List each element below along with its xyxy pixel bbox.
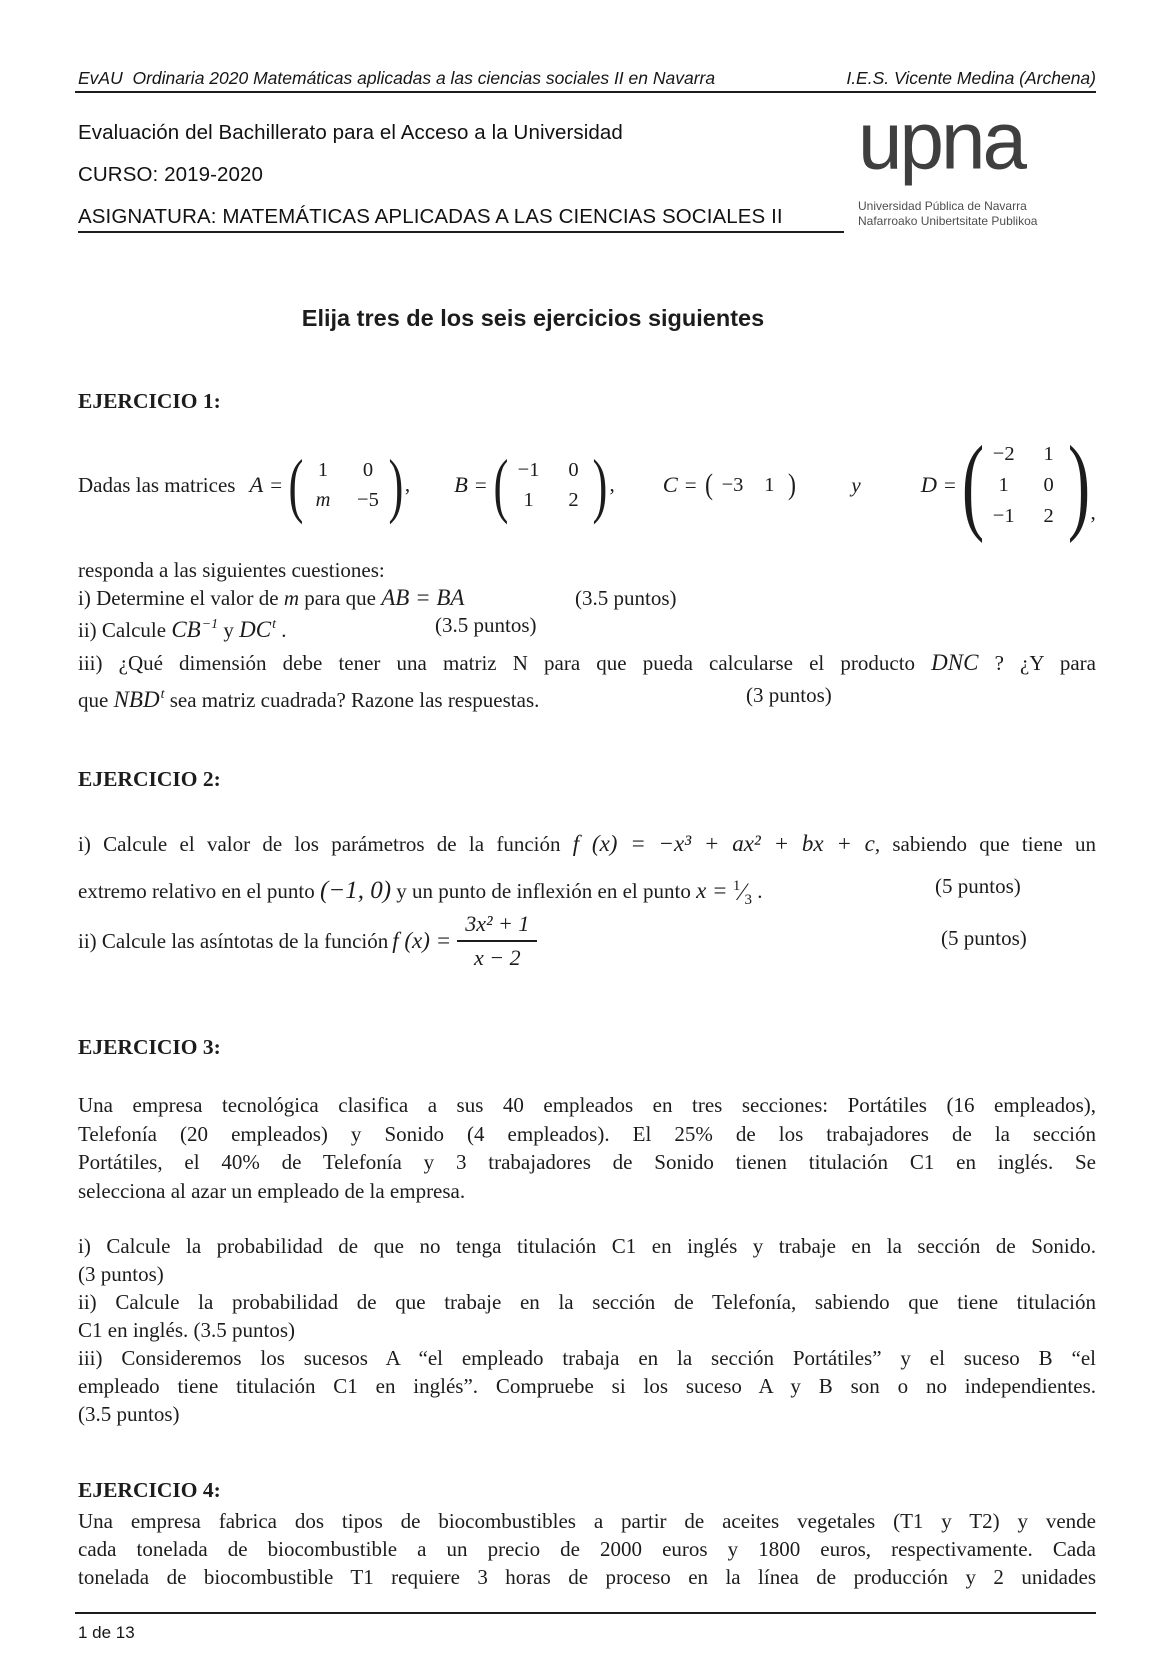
paren-right: ) bbox=[593, 445, 608, 525]
exercise-3-paragraph-line: selecciona al azar un empleado de la empresa. bbox=[78, 1179, 466, 1203]
matrix-cell: −2 bbox=[992, 442, 1015, 465]
math-point: (−1, 0) bbox=[320, 877, 392, 904]
points-label: (5 puntos) bbox=[941, 926, 1027, 950]
matrix-cell: 1 bbox=[523, 489, 534, 511]
points-label: (3.5 puntos) bbox=[575, 586, 677, 610]
q-text: que bbox=[78, 688, 114, 712]
matrices-intro: Dadas las matrices bbox=[78, 472, 236, 497]
math-expression: x = bbox=[696, 878, 728, 903]
matrix-cell: 1 bbox=[317, 459, 329, 481]
matrix-a-cells bbox=[303, 455, 389, 515]
matrix-cell: m bbox=[315, 489, 331, 511]
exercise-3-question-1-line-1: i) Calcule la probabilidad de que no tenga titulación C1 en inglés y trabaje en la sección de Sonido. bbox=[78, 1234, 1096, 1258]
q-text: sea matriz cuadrada? Razone las respuestas. bbox=[164, 688, 540, 712]
matrix-a bbox=[249, 445, 411, 525]
q-text: . bbox=[276, 618, 287, 642]
exercise-1-heading: EJERCICIO 1: bbox=[78, 389, 221, 413]
matrix-cell: −1 bbox=[517, 459, 540, 481]
subject-line: ASIGNATURA: MATEMÁTICAS APLICADAS A LAS CIENCIAS SOCIALES II bbox=[78, 205, 783, 228]
subject-underline bbox=[78, 231, 844, 233]
exercise-3-paragraph-line: Una empresa tecnológica clasifica a sus 40 empleados en tres secciones: Portátiles (16 empleados), bbox=[78, 1093, 1096, 1117]
math-expression: DNC bbox=[931, 650, 979, 675]
exercise-4-paragraph-line: tonelada de biocombustible T1 requiere 3 horas de proceso en la línea de producción y 2 unidades bbox=[78, 1565, 1096, 1589]
matrix-a-comma: , bbox=[404, 472, 411, 496]
q-text: ii) Calcule las asíntotas de la función bbox=[78, 928, 389, 953]
matrix-d-cells bbox=[983, 439, 1069, 532]
exercise-1-question-3-line-2 bbox=[78, 681, 1096, 714]
matrix-d-label: D bbox=[920, 472, 937, 497]
conjunction-y: y bbox=[851, 472, 861, 497]
math-exponent: t bbox=[160, 687, 165, 702]
matrices-row bbox=[78, 418, 1098, 552]
upna-logo-wordmark: upna bbox=[858, 94, 1024, 186]
exercise-3-paragraph-line: Portátiles, el 40% de Telefonía y 3 trabajadores de Sonido tienen titulación C1 en inglés. Se bbox=[78, 1150, 1096, 1174]
matrix-a-label: A bbox=[249, 472, 264, 497]
exercise-1-question-1 bbox=[78, 584, 1096, 612]
paren-left: ( bbox=[961, 425, 984, 544]
q-text: extremo relativo en el punto bbox=[78, 879, 321, 903]
matrix-b-cells bbox=[508, 455, 594, 515]
q-text: ? ¿Y para bbox=[978, 651, 1096, 675]
matrix-d-equals: = bbox=[943, 472, 956, 497]
math-expression: NBD bbox=[113, 687, 160, 712]
page-number: 1 de 13 bbox=[78, 1623, 135, 1642]
math-expression: CB bbox=[171, 617, 201, 642]
paren-left: ( bbox=[493, 445, 509, 525]
logo-tagline-eu: Nafarroako Unibertsitate Publikoa bbox=[858, 214, 1038, 228]
exercise-3-question-2-line-1: ii) Calcule la probabilidad de que trabaje en la sección de Telefonía, sabiendo que tiene titulación bbox=[78, 1290, 1096, 1314]
matrix-cell: 1 bbox=[1043, 442, 1054, 465]
fraction-numerator: 1 bbox=[732, 878, 741, 894]
paren-right: ) bbox=[1067, 425, 1090, 544]
math-expression: f (x) = −x³ + ax² + bx + c bbox=[572, 831, 875, 856]
exercise-1-lead: responda a las siguientes cuestiones: bbox=[78, 558, 385, 582]
matrix-cell: 0 bbox=[362, 459, 374, 481]
header-rule bbox=[75, 91, 1096, 93]
points-label: (3 puntos) bbox=[746, 683, 832, 707]
matrix-c-body bbox=[704, 470, 798, 500]
matrix-cell: 0 bbox=[1043, 473, 1054, 496]
footer-rule bbox=[75, 1612, 1096, 1614]
skew-fraction bbox=[732, 878, 753, 908]
q-text: y bbox=[218, 618, 240, 642]
exercise-1-question-3-line-1 bbox=[78, 649, 1096, 677]
paren-left: ( bbox=[288, 445, 304, 525]
fraction-slash: ⁄ bbox=[740, 879, 745, 906]
exercise-3-question-3-line-2: empleado tiene titulación C1 en inglés”. Compruebe si los suceso A y B son o no independientes. bbox=[78, 1374, 1096, 1398]
matrix-cell: −1 bbox=[992, 504, 1015, 527]
q-text: y un punto de inflexión en el punto bbox=[391, 879, 697, 903]
exercise-3-question-1-line-2: (3 puntos) bbox=[78, 1262, 164, 1286]
instruction-title: Elija tres de los seis ejercicios siguientes bbox=[301, 305, 765, 331]
matrix-b-equals: = bbox=[474, 472, 487, 497]
matrix-b-label: B bbox=[454, 472, 468, 497]
matrix-cell: 2 bbox=[1043, 504, 1054, 527]
matrix-b bbox=[454, 445, 615, 525]
matrix-b-body bbox=[493, 445, 608, 525]
exercise-4-paragraph-line: Una empresa fabrica dos tipos de biocombustibles a partir de aceites vegetales (T1 y T2) y vende bbox=[78, 1509, 1096, 1533]
matrix-a-equals: = bbox=[270, 472, 283, 497]
q-text: i) Calcule el valor de los parámetros de la función bbox=[78, 832, 573, 856]
q-text: , sabiendo que tiene un bbox=[874, 832, 1096, 856]
math-expression: AB = BA bbox=[381, 585, 465, 610]
exercise-3-question-3-line-3: (3.5 puntos) bbox=[78, 1402, 180, 1426]
exercise-2-question-2 bbox=[78, 902, 1096, 980]
exercise-3-question-3-line-1: iii) Consideremos los sucesos A “el empleado trabaja en la sección Portátiles” y el suceso B “el bbox=[78, 1346, 1096, 1370]
exercise-1-question-2 bbox=[78, 611, 1096, 644]
matrix-c bbox=[663, 470, 798, 500]
fraction-numerator: 3x² + 1 bbox=[457, 911, 537, 942]
math-var: m bbox=[283, 586, 299, 610]
q-text: iii) ¿Qué dimensión debe tener una matriz N para que pueda calcularse el producto bbox=[78, 651, 932, 675]
q-text: i) Determine el valor de bbox=[78, 586, 284, 610]
matrix-c-label: C bbox=[662, 472, 678, 497]
points-label: (5 puntos) bbox=[935, 874, 1021, 898]
matrix-cell: −3 bbox=[721, 474, 744, 496]
matrix-d-comma: , bbox=[1090, 500, 1096, 524]
paren-right: ) bbox=[788, 468, 797, 501]
exercise-2-heading: EJERCICIO 2: bbox=[78, 767, 221, 791]
math-expression: DC bbox=[239, 617, 272, 642]
header-left: EvAU Ordinaria 2020 Matemáticas aplicadas a las ciencias sociales II en Navarra bbox=[78, 68, 716, 88]
matrix-d-body bbox=[961, 425, 1090, 544]
matrix-cell: 2 bbox=[568, 489, 579, 511]
fraction bbox=[457, 911, 537, 971]
paren-left: ( bbox=[704, 468, 713, 501]
paren-right: ) bbox=[388, 445, 404, 525]
matrix-cell: 1 bbox=[998, 473, 1009, 496]
fraction-denominator: x − 2 bbox=[473, 945, 521, 970]
exercise-4-paragraph-line: cada tonelada de biocombustible a un precio de 2000 euros y 1800 euros, respectivamente. Cada bbox=[78, 1537, 1096, 1561]
matrix-b-comma: , bbox=[609, 472, 615, 496]
course-line: CURSO: 2019-2020 bbox=[78, 163, 264, 186]
q-text: . bbox=[752, 879, 763, 903]
matrix-cell: −5 bbox=[357, 489, 379, 511]
matrix-a-body bbox=[288, 445, 404, 525]
matrix-cell: 0 bbox=[568, 459, 579, 481]
matrix-c-equals: = bbox=[684, 472, 697, 497]
upna-logo-tagline bbox=[858, 199, 1037, 229]
exercise-3-heading: EJERCICIO 3: bbox=[78, 1035, 221, 1059]
points-label: (3.5 puntos) bbox=[435, 613, 537, 637]
exercise-2-question-1-line-1 bbox=[78, 830, 1096, 858]
math-exponent: t bbox=[272, 617, 276, 632]
math-exponent: −1 bbox=[201, 617, 219, 632]
exercise-3-paragraph-line: Telefonía (20 empleados) y Sonido (4 empleados). El 25% de los trabajadores de la sección bbox=[78, 1122, 1096, 1146]
matrix-c-cells bbox=[714, 470, 788, 500]
q-text: para que bbox=[299, 586, 382, 610]
fraction-denominator: 3 bbox=[744, 892, 753, 908]
matrix-cell: 1 bbox=[764, 474, 775, 496]
header-right: I.E.S. Vicente Medina (Archena) bbox=[846, 68, 1096, 88]
exercise-4-heading: EJERCICIO 4: bbox=[78, 1478, 221, 1502]
q-text: ii) Calcule bbox=[78, 618, 172, 642]
exam-title-line: Evaluación del Bachillerato para el Acceso a la Universidad bbox=[78, 121, 623, 144]
exercise-3-question-2-line-2: C1 en inglés. (3.5 puntos) bbox=[78, 1318, 295, 1342]
matrix-d bbox=[920, 425, 1096, 544]
math-expression: f (x) = bbox=[392, 928, 452, 953]
logo-tagline-es: Universidad Pública de Navarra bbox=[858, 199, 1027, 213]
